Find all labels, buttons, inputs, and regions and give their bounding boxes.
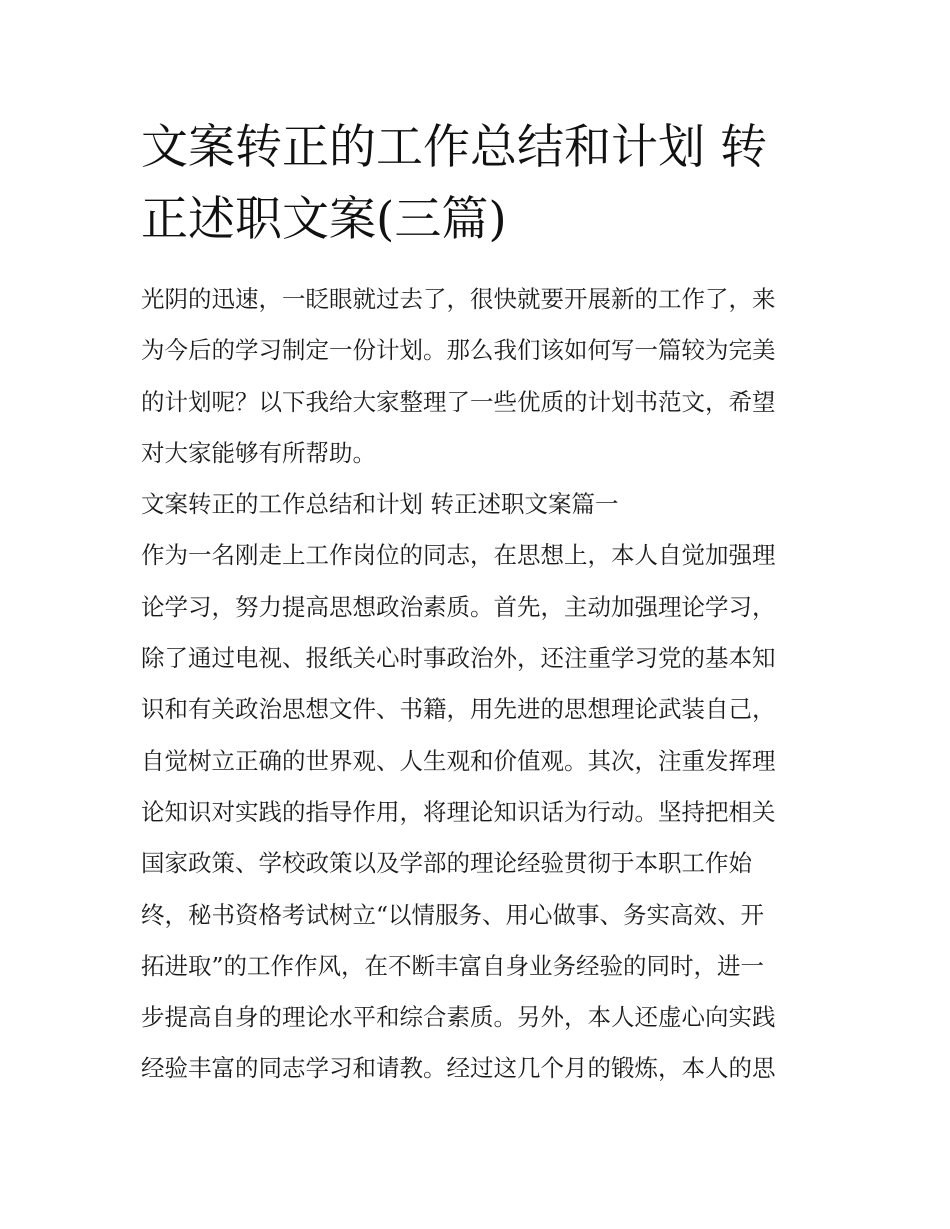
text-line: 论知识对实践的指导作用，将理论知识话为行动。坚持把相关	[141, 797, 776, 826]
text-line: 光阴的迅速，一眨眼就过去了，很快就要开展新的工作了，来	[141, 285, 776, 313]
title-line-1: 文案转正的工作总结和计划 转	[141, 120, 767, 175]
text-line: 步提高自身的理论水平和综合素质。另外，本人还虚心向实践	[141, 1003, 776, 1032]
text-line: 国家政策、学校政策以及学部的理论经验贯彻于本职工作始	[141, 849, 752, 878]
text-line: 对大家能够有所帮助。	[141, 438, 376, 467]
document-body	[141, 274, 813, 1095]
document-content	[141, 112, 813, 1095]
text-line: 除了通过电视、报纸关心时事政治外，还注重学习党的基本知	[141, 644, 776, 673]
text-line: 终，秘书资格考试树立“以情服务、用心做事、务实高效、开	[141, 900, 765, 929]
title-line-2: 正述职文案(三篇)	[141, 192, 507, 247]
document-title	[141, 112, 813, 256]
text-line: 识和有关政治思想文件、书籍，用先进的思想理论武装自己，	[141, 695, 776, 724]
text-line: 为今后的学习制定一份计划。那么我们该如何写一篇较为完美	[141, 336, 776, 365]
intro-paragraph	[141, 274, 813, 479]
text-line: 的计划呢？以下我给大家整理了一些优质的计划书范文，希望	[141, 387, 776, 416]
text-line: 论学习，努力提高思想政治素质。首先，主动加强理论学习，	[141, 592, 776, 621]
text-line: 经验丰富的同志学习和请教。经过这几个月的锻炼，本人的思	[141, 1054, 776, 1083]
text-line: 拓进取”的工作作风，在不断丰富自身业务经验的同时，进一	[141, 951, 765, 980]
section-heading: 文案转正的工作总结和计划 转正述职文案篇一	[141, 490, 619, 519]
section-paragraph	[141, 530, 813, 1094]
text-line: 自觉树立正确的世界观、人生观和价值观。其次，注重发挥理	[141, 746, 776, 775]
text-line: 作为一名刚走上工作岗位的同志，在思想上，本人自觉加强理	[141, 541, 776, 570]
